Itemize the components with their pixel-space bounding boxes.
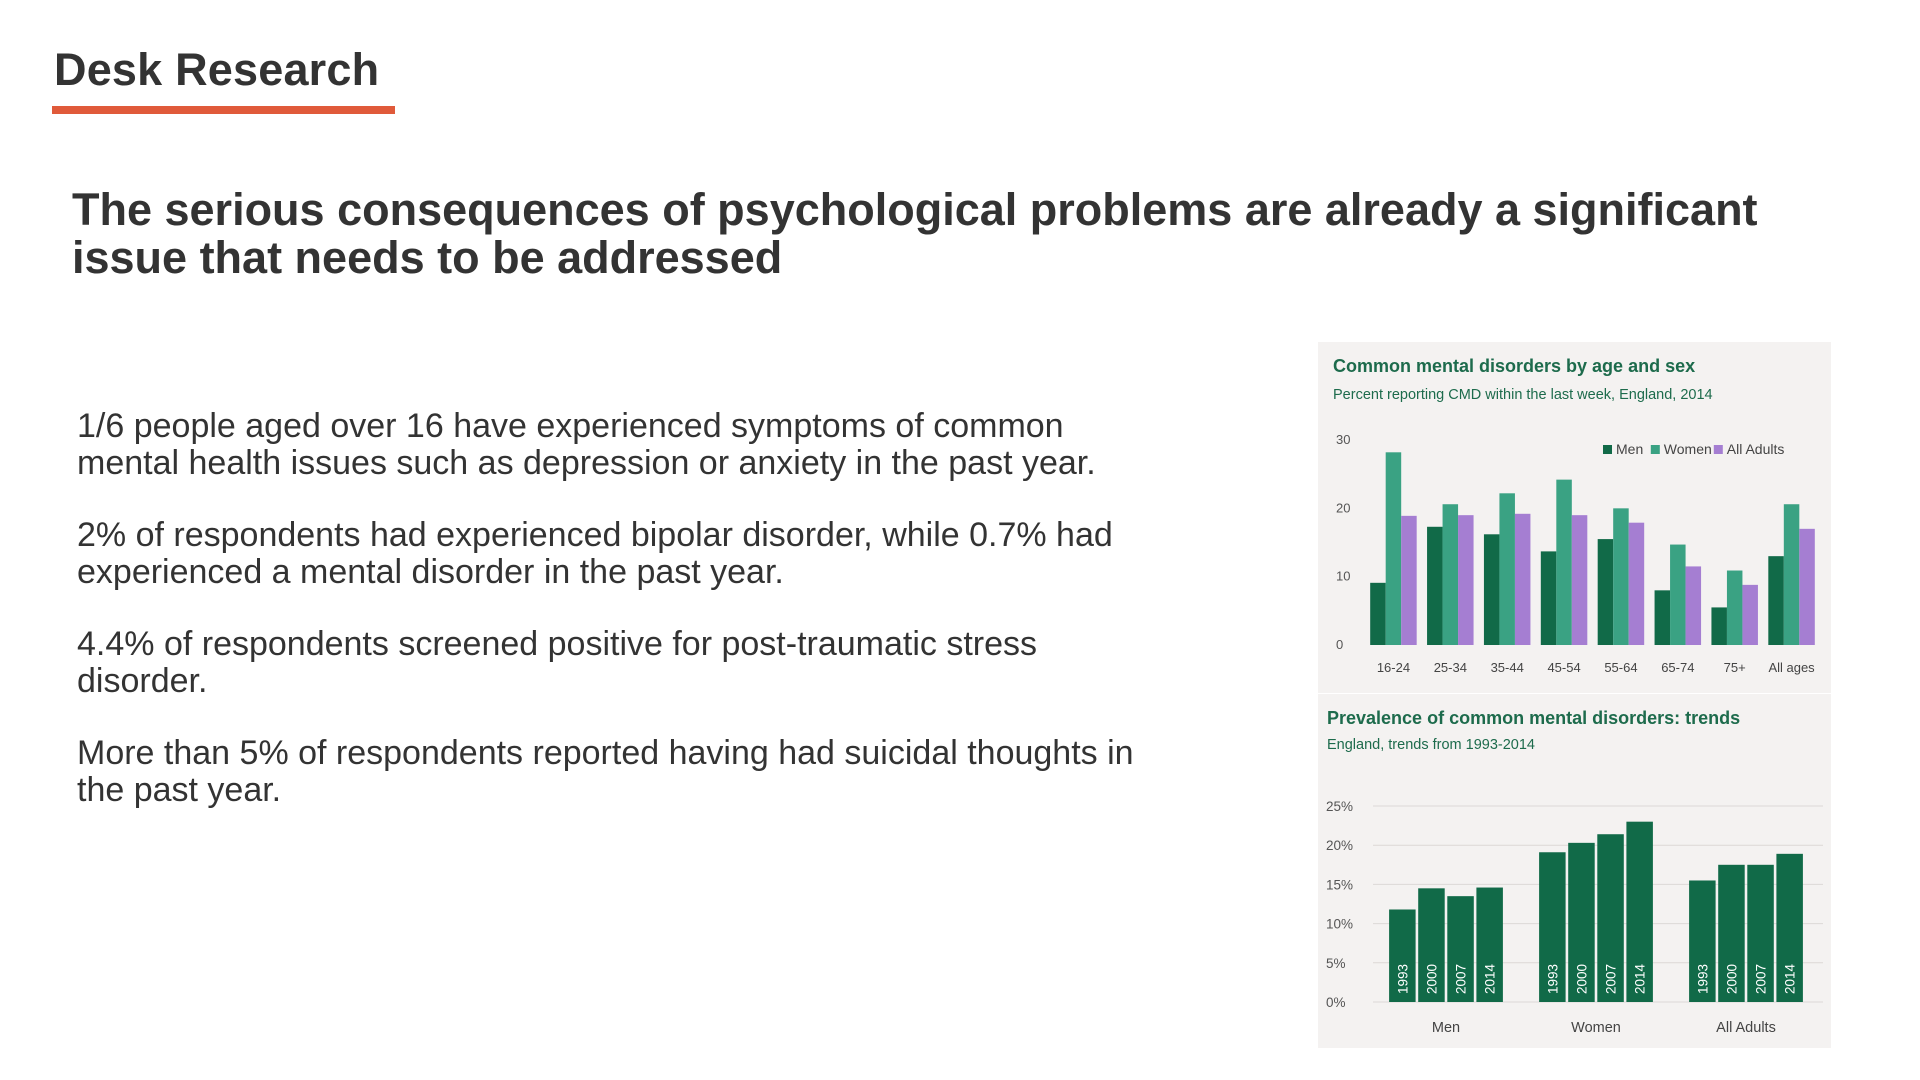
bar-all-adults xyxy=(1458,515,1474,645)
bar-men xyxy=(1655,590,1671,645)
bar-women xyxy=(1443,504,1459,645)
y-tick-label: 10% xyxy=(1326,916,1354,932)
chart2-title: Prevalence of common mental disorders: trends xyxy=(1327,708,1741,728)
bar-year-label: 2014 xyxy=(1632,963,1648,994)
bar-men xyxy=(1484,534,1500,645)
cmd-trends-chart xyxy=(1318,694,1831,1048)
y-tick-label: 0% xyxy=(1326,995,1346,1010)
fact-item: 1/6 people aged over 16 have experienced symptoms of common mental health issues such as depression or anxiety in the past year. xyxy=(77,407,1096,482)
x-group-label: Women xyxy=(1571,1020,1621,1036)
chart1-subtitle: Percent reporting CMD within the last week, England, 2014 xyxy=(1333,387,1713,403)
bar-men xyxy=(1768,556,1784,645)
section-title: Desk Research xyxy=(54,44,380,95)
x-tick-label: 75+ xyxy=(1723,660,1746,675)
legend-label: All Adults xyxy=(1726,441,1785,457)
bar-women xyxy=(1499,493,1515,645)
bar-all-adults xyxy=(1515,514,1531,645)
x-group-label: Men xyxy=(1431,1020,1461,1036)
bar-year-label: 1993 xyxy=(1545,963,1561,994)
fact-item: More than 5% of respondents reported having had suicidal thoughts in the past year. xyxy=(77,734,1134,809)
bar-year-label: 2000 xyxy=(1724,963,1740,994)
bar-all-adults xyxy=(1799,529,1815,645)
title-underline xyxy=(52,106,395,114)
y-tick-label: 10 xyxy=(1336,568,1351,584)
bar-women xyxy=(1670,545,1686,645)
bar-women xyxy=(1386,452,1402,645)
bar-men xyxy=(1370,583,1386,645)
x-group-label: All Adults xyxy=(1716,1020,1776,1036)
legend-label: Men xyxy=(1616,441,1644,457)
bar-year-label: 2000 xyxy=(1574,963,1590,994)
x-tick-label: 35-44 xyxy=(1490,660,1524,675)
bar-year-label: 1993 xyxy=(1395,963,1411,994)
bar-year-label: 2000 xyxy=(1424,963,1440,994)
x-tick-label: 16-24 xyxy=(1376,660,1411,675)
y-tick-label: 0 xyxy=(1336,637,1344,652)
bar-year-label: 2007 xyxy=(1453,963,1469,994)
y-tick-label: 20 xyxy=(1336,500,1351,516)
bar-all-adults xyxy=(1686,566,1702,645)
bar-men xyxy=(1541,551,1557,645)
headline: The serious consequences of psychological problems are already a significant issue that needs to be addressed xyxy=(72,184,1758,283)
x-tick-label: 45-54 xyxy=(1547,660,1581,675)
bar-women xyxy=(1727,571,1743,645)
bar-all-adults xyxy=(1742,585,1758,645)
bar-year-label: 1993 xyxy=(1695,963,1711,994)
chart2-subtitle: England, trends from 1993-2014 xyxy=(1327,737,1535,753)
cmd-by-age-chart xyxy=(1318,342,1831,693)
bar-all-adults xyxy=(1401,516,1417,645)
bar-all-adults xyxy=(1629,523,1645,645)
cmd-by-age-chart-panel xyxy=(1318,342,1831,693)
cmd-trends-chart-panel xyxy=(1318,694,1831,1048)
y-tick-label: 20% xyxy=(1326,838,1354,854)
bar-women xyxy=(1784,504,1800,645)
legend-swatch xyxy=(1651,445,1660,454)
fact-item: 2% of respondents had experienced bipolar disorder, while 0.7% had experienced a mental disorder in the past year. xyxy=(77,516,1113,591)
bar-men xyxy=(1427,527,1443,645)
bar-year-label: 2007 xyxy=(1603,963,1619,994)
fact-item: 4.4% of respondents screened positive for post-traumatic stress disorder. xyxy=(77,625,1038,700)
legend-swatch xyxy=(1603,445,1612,454)
fact-list xyxy=(77,408,1137,844)
x-tick-label: All ages xyxy=(1768,660,1815,675)
bar-year-label: 2007 xyxy=(1753,963,1769,994)
bar-year-label: 2014 xyxy=(1482,963,1498,994)
bar-men xyxy=(1711,607,1727,645)
bar-men xyxy=(1598,539,1614,645)
legend-label: Women xyxy=(1663,441,1712,457)
y-tick-label: 30 xyxy=(1336,432,1351,447)
x-tick-label: 55-64 xyxy=(1604,660,1638,675)
y-tick-label: 25% xyxy=(1326,799,1354,814)
y-tick-label: 5% xyxy=(1326,955,1346,971)
chart1-title: Common mental disorders by age and sex xyxy=(1333,356,1696,376)
bar-year-label: 2014 xyxy=(1782,963,1798,994)
legend-swatch xyxy=(1714,445,1723,454)
x-tick-label: 25-34 xyxy=(1433,660,1467,675)
bar-women xyxy=(1556,480,1572,645)
bar-women xyxy=(1613,508,1629,645)
x-tick-label: 65-74 xyxy=(1661,660,1695,675)
bar-all-adults xyxy=(1572,515,1588,645)
y-tick-label: 15% xyxy=(1326,877,1354,893)
